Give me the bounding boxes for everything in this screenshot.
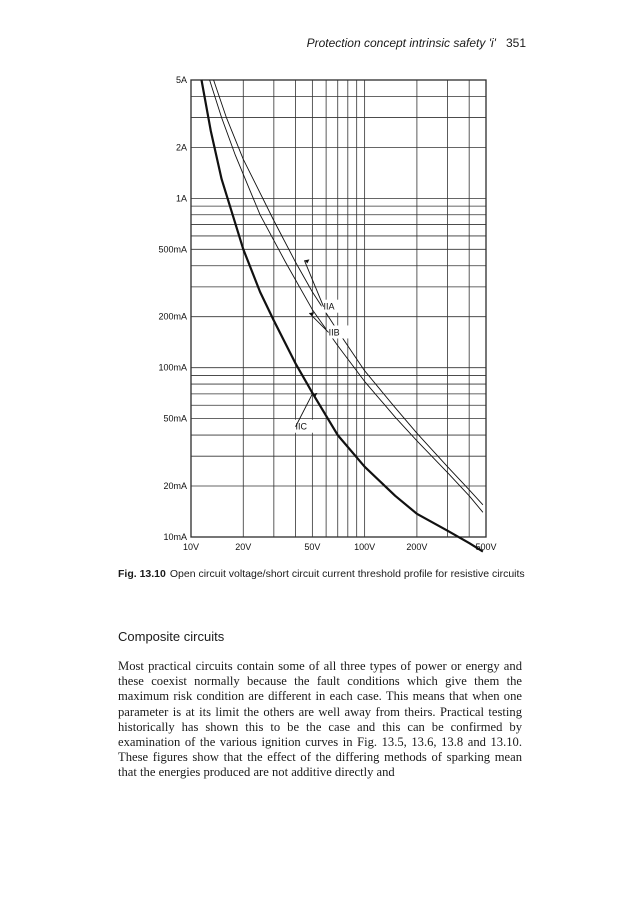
y-tick-label: 500mA bbox=[158, 244, 187, 255]
annotation-label: IIC bbox=[295, 421, 308, 432]
curve-iia bbox=[214, 80, 483, 505]
annotation-label: IIA bbox=[323, 301, 335, 312]
chart-curves bbox=[202, 80, 483, 552]
tick-labels bbox=[158, 75, 496, 552]
body-paragraph: Most practical circuits contain some of all three types of power or energy and these coexist normally because the fault conditions which give them the maximum risk condition are different in each case. This means that when one parameter is at its limit the others are well away from theirs. Practical testing historically has shown this to be the case and this can be confirmed by examination of the various ignition curves in Fig. 13.5, 13.6, 13.8 and 13.10. These figures show that the effect of the differing methods of sparking mean that the energies produced are not additive directly and bbox=[118, 659, 522, 780]
y-tick-label: 10mA bbox=[163, 532, 187, 542]
x-tick-label: 10V bbox=[182, 542, 200, 552]
x-tick-label: 20V bbox=[235, 542, 252, 552]
figure-caption-text: Open circuit voltage/short circuit current threshold profile for resistive circuits bbox=[169, 568, 525, 580]
curve-iib bbox=[210, 80, 483, 512]
y-tick-label: 50mA bbox=[163, 413, 187, 424]
x-tick-label: 50V bbox=[304, 542, 321, 552]
y-tick-label: 20mA bbox=[163, 481, 187, 492]
y-tick-label: 2A bbox=[175, 142, 187, 153]
x-tick-label: 200V bbox=[406, 542, 428, 552]
curve-iic bbox=[202, 80, 483, 552]
figure-caption bbox=[118, 568, 528, 581]
y-tick-label: 200mA bbox=[158, 311, 187, 322]
figure-label: Fig. 13.10 bbox=[118, 568, 166, 580]
y-tick-label: 1A bbox=[175, 193, 187, 204]
x-tick-label: 500V bbox=[475, 542, 497, 552]
section-heading: Composite circuits bbox=[118, 629, 225, 644]
y-tick-label: 5A bbox=[175, 75, 187, 85]
header-title: Protection concept intrinsic safety 'i' bbox=[306, 36, 496, 50]
x-tick-label: 100V bbox=[354, 542, 376, 552]
page-number: 351 bbox=[505, 36, 526, 50]
annotation-label: IIB bbox=[328, 327, 340, 338]
y-tick-label: 100mA bbox=[158, 362, 187, 373]
